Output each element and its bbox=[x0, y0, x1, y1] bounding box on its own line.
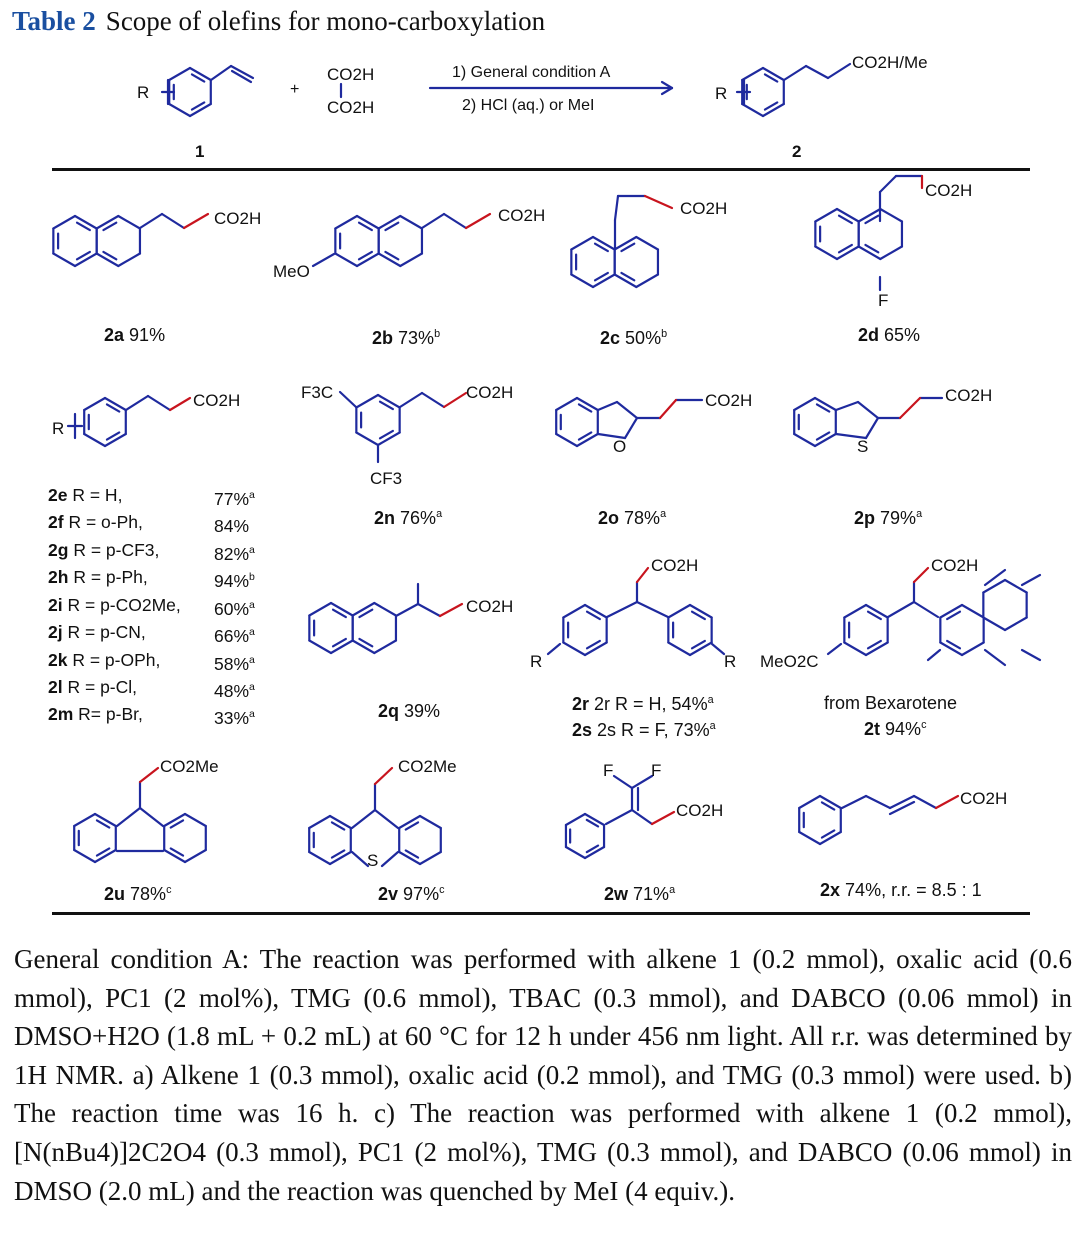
entry-2h: 2h R = p-Ph, 94%$^b$ bbox=[48, 567, 255, 592]
co2h-2n: CO2H bbox=[466, 383, 514, 402]
table-footnote bbox=[14, 940, 1072, 1210]
s-2p: S bbox=[857, 437, 869, 456]
yield-2v: 2v 97%$^c$ bbox=[378, 884, 445, 904]
yield-2d: 2d 65% bbox=[858, 325, 921, 345]
yield-2b: 2b 73%$^b$ bbox=[372, 328, 441, 348]
o-2o: O bbox=[613, 437, 627, 456]
co2h-2a: CO2H bbox=[214, 209, 262, 228]
co2me-2v: CO2Me bbox=[398, 757, 457, 776]
co2h-2d: CO2H bbox=[925, 181, 973, 200]
entry-2e: 2e R = H, 77%$^a$ bbox=[48, 485, 255, 509]
footnote-c: c) The reaction was performed with alkene 1 (0.2 mmol), [N(nBu4)]2C2O4 (0.3 mmol), PC1 (2 mol%), TMG (0.3 mmol), and DABCO (0.06 mmol) in DMSO (2.0 mL) and the reaction was quenched by MeI (4 equiv.). bbox=[14, 1098, 1072, 1206]
entry-2j: 2j R = p-CN, 66%$^a$ bbox=[48, 622, 255, 646]
f-left-2w: F bbox=[603, 761, 614, 780]
yield-2s: 2s 2s R = F, 73%$^a$ bbox=[572, 720, 716, 740]
entry-2l: 2l R = p-Cl, 48%$^a$ bbox=[48, 676, 255, 701]
yield-2n: 2n 76%$^a$ bbox=[374, 508, 443, 528]
co2h-2t: CO2H bbox=[931, 556, 979, 575]
scheme-plus: + bbox=[290, 81, 300, 98]
bond-lines bbox=[53, 64, 1040, 866]
yield-2x: 2x 74%, r.r. = 8.5 : 1 bbox=[820, 880, 982, 900]
r-left-2r: R bbox=[530, 652, 543, 671]
f3c-2n: F3C bbox=[301, 383, 334, 402]
footnote-a: a) Alkene 1 (0.3 mmol), oxalic acid (0.2 mmol), and TMG (0.3 mmol) were used. bbox=[132, 1059, 1041, 1090]
co2h-2p: CO2H bbox=[945, 386, 993, 405]
co2h-2w: CO2H bbox=[676, 801, 724, 820]
yield-2r: 2r 2r R = H, 54%$^a$ bbox=[572, 694, 714, 714]
yield-2a: 2a 91% bbox=[104, 325, 166, 345]
entry-2k: 2k R = p-OPh, 58%$^a$ bbox=[48, 649, 255, 674]
footnote-b: b) The reaction time was 16 h. bbox=[14, 1059, 1073, 1129]
series-entries bbox=[48, 484, 294, 731]
condition-2: 2) HCl (aq.) or MeI bbox=[462, 97, 595, 114]
scheme-label-2: 2 bbox=[792, 142, 802, 161]
yield-2w: 2w 71%$^a$ bbox=[604, 884, 676, 904]
scheme-label-1: 1 bbox=[195, 142, 205, 161]
co2h-2r: CO2H bbox=[651, 556, 699, 575]
footnote-general bbox=[14, 940, 1072, 1210]
yield-2t: 2t 94%$^c$ bbox=[864, 719, 927, 739]
yield-2o: 2o 78%$^a$ bbox=[598, 508, 667, 528]
meo-2b: MeO bbox=[273, 262, 310, 281]
yield-2u: 2u 78%$^c$ bbox=[104, 884, 172, 904]
co2h-2e: CO2H bbox=[193, 391, 241, 410]
r-2e: R bbox=[52, 419, 65, 438]
r-right-2r: R bbox=[724, 652, 737, 671]
co2h-2x: CO2H bbox=[960, 789, 1008, 808]
yield-2c: 2c 50%$^b$ bbox=[600, 328, 668, 348]
scheme-product-r: R bbox=[715, 84, 728, 103]
co2h-2q: CO2H bbox=[466, 597, 514, 616]
entry-2m: 2m R= p-Br, 33%$^a$ bbox=[48, 704, 255, 729]
bexarotene-origin: from Bexarotene bbox=[824, 693, 958, 713]
cf3-2n: CF3 bbox=[370, 469, 403, 488]
f-2d: F bbox=[878, 291, 889, 310]
co2me-2u: CO2Me bbox=[160, 757, 219, 776]
structure-labels bbox=[52, 53, 1007, 870]
reagent-top-label: CO2H bbox=[327, 65, 375, 84]
condition-1: 1) General condition A bbox=[452, 64, 611, 81]
yield-2q: 2q 39% bbox=[378, 701, 441, 721]
table-number: Table 2 bbox=[12, 6, 96, 36]
co2h-2b: CO2H bbox=[498, 206, 546, 225]
yield-2p: 2p 79%$^a$ bbox=[854, 508, 923, 528]
entry-2g: 2g R = p-CF3, 82%$^a$ bbox=[48, 539, 255, 564]
footnote-general-text: General condition A: The reaction was performed with alkene 1 (0.2 mmol), oxalic acid (0.6 mmol), PC1 (2 mol%), TMG (0.6 mmol), TBAC (0.3 mmol), and DABCO (0.06 mmol) in DMSO+H2O (1.8 mL + 0.2 mL) at 60 °C for 12 h under 456 nm light. All r.r. was determined by 1H NMR. bbox=[14, 944, 1072, 1090]
co2h-2c: CO2H bbox=[680, 199, 728, 218]
f-right-2w: F bbox=[651, 761, 662, 780]
scheme-product-group: CO2H/Me bbox=[852, 53, 928, 72]
meo2c-2t: MeO2C bbox=[760, 652, 819, 671]
entry-2f: 2f R = o-Ph, 84% bbox=[48, 512, 250, 537]
reagent-bottom-label: CO2H bbox=[327, 98, 375, 117]
scheme-r-label: R bbox=[137, 83, 150, 102]
s-2v: S bbox=[367, 851, 379, 870]
table-caption: Scope of olefins for mono-carboxylation bbox=[105, 6, 546, 36]
co2h-2o: CO2H bbox=[705, 391, 753, 410]
entry-2i: 2i R = p-CO2Me, 60%$^a$ bbox=[48, 594, 255, 619]
